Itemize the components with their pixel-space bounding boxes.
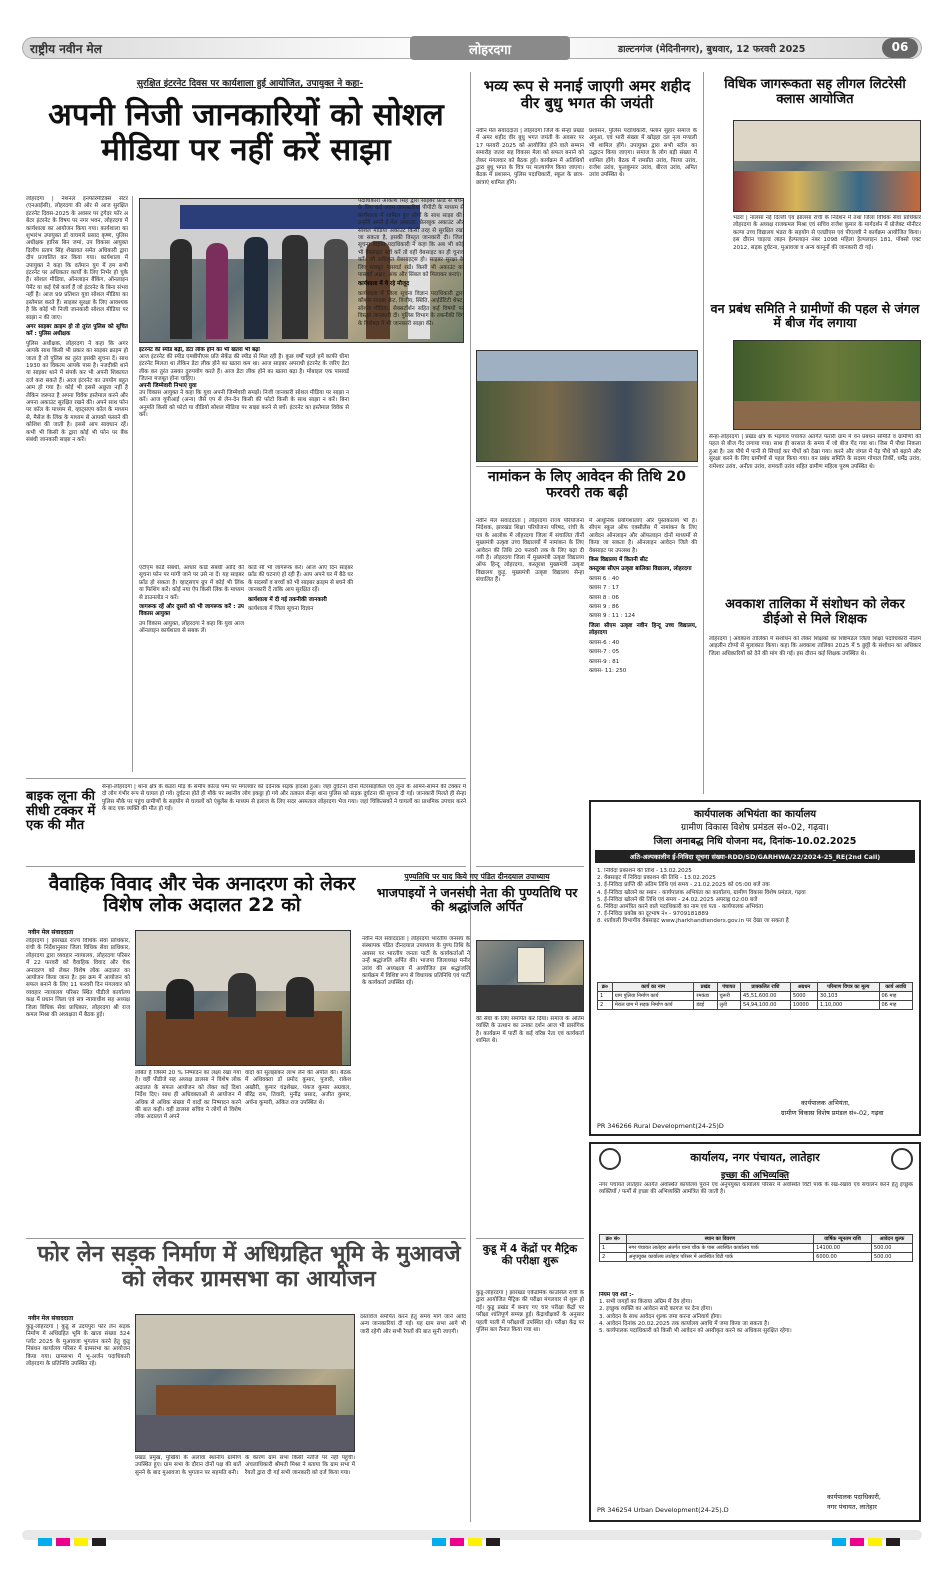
tender-signoff-2: ग्रामीण विकास विशेष प्रमंडल सं०-02, गढ़वा [781,1109,884,1117]
tender-td: मेराल ग्राम में सड़क निर्माण कार्य [612,1001,693,1010]
nagar-rule: 4. आवेदन दिनांक 20.02.2025 तक कार्यालय अवधि में जमा किया जा सकता है। [599,1320,770,1327]
deo-headline: अवकाश तालिका में संशोधन को लेकर डीईओ से मिले शिक्षक [725,597,905,627]
nagar-signoff-2: नगर पंचायत, लातेहार [827,1503,877,1511]
seat-line: क्लास 9 : 11 : 124 [589,613,636,620]
divider [476,866,584,867]
court-table [146,1011,342,1066]
divider [132,196,133,772]
tender-notice: अति-अल्पकालीन ई-निविदा सूचना संख्या-RDD/SD/GARHWA/22/2024-25_RE(2nd Call) [595,850,915,863]
color-swatch [868,1538,882,1546]
tender-td: 06 माह [879,1001,913,1010]
tender-th: प्राक्कलित राशि [740,983,790,992]
fourlane-text-3: के कारण ग्राम सभा किसी नतीजे पर नहीं पहुंची। अंचलाधिकारी श्रीमती मिश्रा ने बताया कि ग्राम सभा में रैयतों द्वारा दी गई सभी जानकारी को दर्ज किया गया। [245,1455,355,1476]
tender-th: अग्रधन [790,983,817,992]
matric-text: कुडू-लोहरदगा | झारखंड एकेडमिक काउंसिल रांची के द्वारा आयोजित मैट्रिक की परीक्षा मंगलवार से शुरू हो गई। कुडू प्रखंड में बनाए गए चार परीक्षा केंद्रों पर परीक्षा शांतिपूर्ण सम्पन्न हुई। केंद्राधीक्षकों के अनुसार पहली पाली में परीक्षार्थी उपस्थित रहे। परीक्षा केंद्र पर पुलिस बल तैनात किया गया था। [476,1290,584,1334]
admission-col2 [589,518,697,818]
section-name: लोहरदगा [469,43,511,58]
seat-line: क्लास- 11: 250 [589,667,627,674]
nagar-td: 1 [600,1244,627,1253]
tender-td: चुरूरी [717,992,740,1001]
divider [26,866,466,867]
lead-youth-sub: अपनी जिम्मेवारी निभाएं युवा [139,383,197,390]
sky [477,351,698,381]
attendees [477,985,584,1012]
tender-td: 2 [598,1001,613,1010]
fourlane-photo [135,1314,355,1452]
color-swatch [832,1538,846,1546]
court-headline: वैवाहिक विवाद और चेक अनादरण को लेकर विशेष लोक अदालत 22 को [48,873,356,917]
budhu-headline: भव्य रूप से मनाई जाएगी अमर शहीद वीर बुधु भगत की जयंती [483,77,691,112]
crowd [477,381,698,462]
portrait [517,947,545,983]
bjp-text-2: की सेवा के लिए समर्पित कर दिया। समाज के अंतिम व्यक्ति के उत्थान का उनका दर्शन आज भी प्रासंगिक है। कार्यक्रम में पार्टी के कई वरिष्ठ नेता एवं कार्यकर्ता शामिल थे। [476,1016,584,1045]
bjp-kicker: पुण्यतिथि पर याद किये गए पंडित दीनदयाल उपाध्याय [404,872,550,881]
tender-pr: PR 346266 Rural Development(24-25)D [597,1122,724,1130]
tender-th: कार्य अवधि [879,983,913,992]
school-2: जिला सीएम उत्कृष्ट नवीन हिन्दू उच्च विद्यालय, लोहरदगा [589,622,697,637]
nagar-td: नगर पंचायत लातेहार अंतर्गत थाना चौक के पास अवस्थित कार्यालय पार्क [626,1244,814,1253]
tender-td: लुती [717,1001,740,1010]
court-text: लोहरदगा | झारखंड राज्य विधिक सेवा प्राधिकार, रांची के निर्देशानुसार जिला विधिक सेवा प्राधिकार, लोहरदगा द्वारा व्यवहार न्यायालय, लोहरदगा परिसर में 22 फरवरी को वैवाहिक विवाद और चेक अनादरण को लेकर विशेष लोक अदालत का आयोजन किया जाना है। इस क्रम में आयोजन को सफल बनाने के लिए 11 फरवरी दिन मंगलवार को व्यवहार न्यायालय परिसर स्थित पीडीजे कार्यालय कक्ष में प्रधान जिला एवं सत्र न्यायाधीश सह अध्यक्ष जिला विधिक सेवा प्राधिकार, लोहरदगा श्री राज कमल मिश्रा की अध्यक्षता में बैठक हुई। [26,938,130,1019]
hall-table [156,1385,336,1415]
nagar-th: स्थान का विवरण [626,1235,814,1244]
nagar-td: 14100.00 [814,1244,872,1253]
crowd [136,1415,355,1452]
fourlane-text-2: प्रखंड प्रमुख, मुखिया के अलावा स्थानीय ग्रामीण उपस्थित हुए। ग्राम सभा के दौरान दोनों पक्ष की बातें सुनने के बाद मुआवजा के भुगतान पर सहमति बनी। [135,1455,241,1476]
color-registration-center [430,1531,502,1550]
color-registration-right [830,1531,902,1550]
tender-line: 6. निविदा आमंत्रित करने वाले पदाधिकारी का नाम एवं पता - कार्यपालक अभियंता [597,904,763,911]
color-swatch [850,1538,864,1546]
table-row [600,1244,913,1253]
lead-col4b-text: उप विकास आयुक्त, लोहरदगा ने कहा कि युवा आज ऑनलाइन कार्यशाला से सबक लें। [139,620,244,635]
nagar-td: 500.00 [871,1253,912,1262]
seat-line: क्लास 7 : 17 [589,585,619,592]
tender-th: प्रखंड [694,983,717,992]
table-row [598,992,913,1001]
seat-line: क्लास 6 : 40 [589,575,619,582]
lead-col1b-text: पुलिस अधीक्षक, लोहरदगा ने कहा कि अगर आपके साथ किसी भी प्रकार का साइबर क्राइम हो जाता है तो पुलिस का तुरंत इसकी सूचना दें। साथ 1930 का विकल्प आपके पास है। नजदीकी थाने या साइबर थाने में संपर्क कर भी अपनी शिकायत दर्ज करा सकते हैं। आज इंटरनेट का उपयोग बहुत आम हो गया है। कोई भी इससे अछूता नहीं है लेकिन जरूरत है अपना विवेक इस्तेमाल करने और अपना अकाउंट सुरक्षित रखने की। अपने साथ फोन पर कॉल के माध्यम से, व्हाट्सएप कॉल के माध्यम से, मैसेज के लिंक के माध्यम से आपको फंसाने की कोशिश की जाती है। इससे आप सावधान रहें। कभी भी किसी के द्वारा कोई भी फोन पर बैंक संबंधी जानकारी साझा न करें। [26,340,128,443]
divider [703,72,704,794]
admission-text: नवीन मेल संवाददाता | लोहरदगा राज्य परियोजना निदेशक, झारखंड शिक्षा परियोजना परिषद, रांची के पत्र के आलोक में लोहरदगा जिला में संचालित तीनों मुख्यमंत्री उत्कृष्ट उच्च विद्यालयों में नामांकन के लिए आवेदन की तिथि 20 फरवरी तक के लिए बढ़ा दी गयी है। लोहरदगा जिला में मुख्यमंत्री उत्कृष्ट विद्यालय ऑफ हिन्दू लोहरदगा, कस्तूरबा मुख्यमंत्री उत्कृष्ट विद्यालय कुड़ु, मुख्यमंत्री उत्कृष्ट विद्यालय सेन्हा संचालित हैं। [476,518,584,584]
color-swatch [432,1538,446,1546]
color-swatch [38,1538,52,1546]
seat-line: क्लास 9 : 86 [589,604,619,611]
tender-line: 1. निविदा प्रकाशन की तिथि - 13.02.2025 [597,868,692,874]
tender-line: 3. ई-निविदा प्राप्ति की अंतिम तिथि एवं समय - 21.02.2025 को 05:00 बजे तक [597,882,770,889]
tender-td: रमकंडा [694,992,717,1001]
tender-address: जिला अनाबद्ध निधि योजना मद, दिनांक-10.02.2025 [653,836,857,847]
lead-col5 [248,565,353,755]
tender-td: 30,103 [818,992,879,1001]
color-registration-left [36,1531,108,1550]
fourlane-headline: फोर लेन सड़क निर्माण में अधिग्रहित भूमि के मुआवजे को लेकर ग्रामसभा का आयोजन [37,1242,461,1292]
nagar-rules-title: नियम एवं शर्तें :- [599,1292,634,1298]
matric-headline: कुडू में 4 केंद्रों पर मैट्रिक की परीक्षा शुरू [482,1243,578,1267]
court-text-3: वादों को सुलझाकर लाभ लेने की अपील की। बैठक में अधिवक्ता डॉ प्रमोद कुमार, पुजारी, राकेश अखौरी, कुमार चंद्रशेखर, पंकज कुमार अग्रवाल, बीरेंद्र राम, तिवारी, मुनींद्र प्रसाद, अजीत कुमार, अर्चना कुमारी, अंकित राज उपस्थित थे। [245,1070,351,1106]
lead-col1 [26,196,128,771]
color-swatch [450,1538,464,1546]
tender-td: 45,51,600.00 [740,992,790,1001]
lead-col1-sub: अगर साइबर क्राइम हो तो तुरंत पुलिस को सूचित करें : पुलिस अधीक्षक [26,323,128,338]
lead-col5b-text: कार्यशाला में जिला सूचना विज्ञान [248,606,314,613]
color-swatch [56,1538,70,1546]
tender-ad [589,800,921,1136]
person-1 [170,239,192,339]
color-swatch [486,1538,500,1546]
tender-td: 06 माह [879,992,913,1001]
lead-col1-text: लोहरदगा | नेशनल इनफॉरमेटिक्स सेंटर (एनआईसी), लोहरदगा की ओर से आज सुरक्षित इंटरनेट दिवस-2025 के अवसर पर ट्रगेदर फॉर अ बेटर इंटरनेट के विषय पर नगर भवन, लोहरदगा में कार्यशाला का आयोजन किया गया। कार्यशाला का शुभारंभ उपायुक्त डॉ वाघमारे प्रसाद कृष्ण, पुलिस अधीक्षक हारिस बिन जमां, उप विकास आयुक्त दिलीप प्रताप सिंह शेखावत समेत अधिकारी द्वारा दीप प्रज्वलित कर किया गया। कार्यशाला में उपायुक्त ने कहा कि वर्तमान युग में हम सभी इंटरनेट पर अधिकतर कार्यों के लिए निर्भर हो चुके हैं। सोशल मीडिया, ऑनलाइन बैंकिंग, ऑनलाइन पेमेंट या कई ऐसे कार्य हैं जो इंटरनेट के बिना संभव नहीं है। आज 99 प्रतिशत युवा सोशल मीडिया का इस्तेमाल करते हैं। साइबर सुरक्षा के लिए आवश्यक है कि कोई भी निजी जानकारी सोशल मीडिया पर साझा न की जाए। [26,196,128,321]
table-row [598,1001,913,1010]
fourlane-text-4: दस्तावेज समर्पित करने हेतु समय मांगे जाने आदि अन्य जानकारियां दी गई। यह ग्राम सभा आगे भी जारी रहेगी और सभी रैयतों की बात सुनी जाएगी। [360,1314,466,1335]
bjp-text: नवीन मेल संवाददाता | लोहरदगा भारतीय जनसंघ के संस्थापक पंडित दीनदयाल उपाध्याय के पुण्य तिथि के अवसर पर भारतीय जनता पार्टी के कार्यकर्ताओं ने उन्हें श्रद्धांजलि अर्पित की। भाजपा जिलाध्यक्ष मनीर उरांव की अध्यक्षता में आयोजित इस श्रद्धांजलि कार्यक्रम में विशिष्ट रूप से विधायक प्रतिनिधि एवं पार्टी के कार्यकर्ता उपस्थित रहे। [362,936,470,987]
tender-th: कार्य का नाम [612,983,693,992]
lead-headline: अपनी निजी जानकारियों को सोशल मीडिया पर नहीं करें साझा [48,97,444,168]
nagar-rules [599,1292,913,1472]
nagar-title: इच्छा की अभिव्यक्ति [721,1171,789,1181]
tender-td: 1,10,000 [818,1001,879,1010]
dateline: डाल्टनगंज (मेदिनीनगर), बुधवार, 12 फरवरी 2025 [618,44,806,55]
accident-headline: बाइक लूना की सीधी टक्कर में एक की मौत [26,789,96,834]
lead-col4-sub: जागरूक रहें और दूसरों को भी जागरूक करें : उप विकास आयुक्त [139,604,244,618]
accident-text: सेन्हा-लोहरदगा | थाना क्षेत्र के कंडरा मोड़ के समीप कोल्ड पम्प पर मंगलवार को दर्दनाक सड़क हादसा हुआ। जहां दुर्घटना दोनों मेटरसाइकिल एवं लूना के आमने-सामने की टक्कर में दो लोग गंभीर रूप से घायल हो गये। दुर्घटना होते ही मौके पर स्थानीय लोग इकट्ठा हो गये और तत्काल सेन्हा थाना पुलिस को सड़क दुर्घटना की सूचना दी गई। जानकारी मिलते ही सेन्हा पुलिस मौके पर पहुंच ग्रामीणों के सहयोग से घायलों को एंबुलेंस के माध्यम से इलाज के लिए सदर अस्पताल लोहरदगा भेज गया। जहां चिकित्सकों ने घायलों का प्राथमिक उपचार करने के बाद एक व्यक्ति की मौत हो गई। [102,784,466,813]
trees [734,341,921,401]
person-5 [324,239,348,339]
lead-col3 [358,198,464,773]
nagar-office: कार्यालय, नगर पंचायत, लातेहार [690,1151,820,1164]
color-swatch [92,1538,106,1546]
nagar-table-wrap [599,1234,913,1262]
lead-caption-title: इंटरनेट की स्पीड बढ़ी, डेटा लीक होने का भी खतरा भी बढ़ा [139,347,260,353]
nagar-td: 2 [600,1253,627,1262]
divider [476,1238,584,1239]
seat-line: क्लास-6 : 40 [589,639,620,646]
lead-kicker: सुरक्षित इंटरनेट दिवस पर कार्यशाला हुई आयोजित, उपायुक्त ने कहा- [136,79,364,89]
tender-th: परिमाण विपत्र का मूल्य [818,983,879,992]
lead-col4a-text: एटीएम कार्ड संबंधी, आधार कार्ड संबंधी आदि की सूचना फोन पर मांगी जाने पर उसे ना दें। यह साइबर फ्रॉड हो सकता है। व्हाट्सएप ग्रुप में कोई भी लिंक या फिशिंग करें। कोई नया ऐप किसी लिंक के माध्यम से डाउनलोड न करें। [139,565,244,601]
nagar-th: आवेदन शुल्क [871,1235,912,1244]
masthead [22,37,922,59]
lead-photo-caption [139,347,349,557]
lead-caption-text: आज इंटरनेट की स्पीड एमबीपीएस प्रति सेकेंड की स्पीड से मिल रही है। कुछ वर्षों पहले हमें काफी धीमा इंटरनेट मिलता था लेकिन डेटा लीक होने का खतरा कम था। आज साइबर अपराधी इंटरनेट के जरिए डेटा लीक कर तुरंत उसका दुरुपयोग करते हैं। आज डेटा लीक होने का खतरा बढ़ा है। मोबाइल एक पासवर्ड जितना मजबूत होना चाहिए। [139,354,349,382]
color-swatch [886,1538,900,1546]
tender-line: 8. शर्तावली विभागीय वेबसाइट www.jharkhandtenders.gov.in पर देखा जा सकता है [597,918,789,925]
tender-office: कार्यपालक अभियंता का कार्यालय [693,809,817,820]
tender-td: डंडई [694,1001,717,1010]
person-4 [282,235,308,339]
admission-text-2: में आधुनिक प्रयोगशालाएं और पुस्तकालय भी हैं। सीएम स्कूल ऑफ एक्सीलेंस में नामांकन के लिए आवेदन ऑनलाइन और ऑफलाइन दोनों माध्यमों से किया जा सकता है। ऑनलाइन आवेदन जिले की वेबसाइट पर उपलब्ध है। [589,518,697,554]
nagar-rule: 1. सभी जगहों का किराया अग्रिम में देय होगा। [599,1299,693,1306]
lead-col4 [139,565,244,755]
students [734,171,921,212]
legal-headline: विधिक जागरूकता सह लीगल लिटरेसी क्लास आयोजित [724,77,906,107]
tender-th: क्र० [598,983,613,992]
divider [26,778,466,779]
nagar-rule: 5. कार्यपालक पदाधिकारी को किसी भी आवेदन को अस्वीकृत करने का अधिकार सुरक्षित रहेगा। [599,1328,792,1335]
school-1: कस्तूरबा सीएम उत्कृष्ट बालिका विद्यालय, लोहरदगा [589,566,692,573]
ground [734,401,921,430]
nagar-signoff-1: कार्यपालक पदाधिकारी, [827,1493,881,1501]
lead-col3-text: पदाधिकारी आकाश सिंह द्वारा साइबर फ्रॉड से बचने के लिए कई अहम जानकारियां पीपीटी के माध्यम से कार्यशाला में शामिल हुए लोगों के साथ साझा की। उन्होंने अपने ई-मेल अकाउंट, फ्रेसबुक अकाउंट और सोशल मीडिया अकाउंट किसी तरह से सुरक्षित रखा जा सकता है, इसकी विस्तृत जानकारी दी। जिला सूचना विज्ञान पदाधिकारी ने कहा कि अब भी कोई भी वेबसाइट सर्च करें तो वहीं वेबसाइट का ही चुनाव करें। जो अधिकृत वेबसाइट्स हो। साइबर सुरक्षा के लिए मजबूत पासवर्ड रखें। किसी भी अकाउंट का पासवर्ड अक्षर, अंक और सिंबल को मिलाकर बनाएं। [358,198,464,279]
page-number-text: 06 [891,40,909,54]
person-3 [244,237,268,339]
tender-line: 2. वेबसाइट में निविदा प्रकाशन की तिथि - 13.02.2025 [597,875,716,882]
nagar-th: वार्षिक न्यूनतम राशि [814,1235,872,1244]
tender-line: 5. ई-निविदा खोलने की तिथि एवं समय - 24.02.2025 अपराह्न 02:00 बजे [597,896,758,903]
forest-photo [733,340,921,430]
lead-col3-sub: कार्यशाला में ये रहे मौजूद [358,281,410,288]
nagar-intro: नगर पंचायत लातेहार अंतर्गत अवस्थित कार्यालय पुराने एवं अनुपयुक्त कार्यालय परिसर में अवस्थित विटी पार्क के रख-रखाव एवं संचालन करने हेतु इच्छुक व्यक्तियों / फर्मों से इच्छा की अभिव्यक्ति आमंत्रित की जाती है। [599,1182,913,1196]
admission-headline: नामांकन के लिए आवेदन की तिथि 20 फरवरी तक बढ़ी [487,469,687,501]
lead-col5a-text: कार्ड सी भी जागरूक करें। आज आए दिन साइबर फ्रॉड की घटनाएं हो रही हैं। आप अपने घर में बैठे घर के सदस्यों व बच्चों को भी साइबर क्राइम से बचने की जानकारी दें ताकि आप सुरक्षित रहें। [248,565,353,594]
person-c [286,977,314,1017]
nagar-th: क्र० सं० [600,1235,627,1244]
deo-text: लोहरदगा | अवकाश तालिका में संशोधन को लेकर शिक्षकों का शिष्टमंडल जिला शिक्षा पदाधिकारी नीलम आइलीन टोप्पो से मुलाकात किया। कहा कि अवकाश तालिका 2025 में 5 छुट्टी के संशोधन का अधिकार जिला अधिकारियों को देने की मांग की गई। इस दौरान कई शिक्षक उपस्थित थे। [709,636,921,657]
divider [26,1238,466,1239]
color-swatch [468,1538,482,1546]
court-photo [135,930,351,1066]
legal-text: भंडरा | नालसा नई दिल्ली एवं झालसा रांची के निर्देशन में तथा जिला विधिक सेवा प्राधिकार लोहरदगा के अध्यक्ष राजकमल मिश्रा एवं सचिव राजेश कुमार के मार्गदर्शन में प्रोजेक्ट मोनीटर कल्पा उच्च विद्यालय भंडरा के सहयोग से एलडीएस एवं पीएलवी ने कार्यक्रम आयोजित किया। इस दौरान चाइल्ड लाइन हेल्पलाइन नंबर 1098 महिला हेल्पलाइन 181, पॉक्सो एक्ट 2012, सड़क दुर्घटना, मुआवजा व अन्य कानूनों की जानकारी दी गई। [733,215,921,251]
tender-td: 1 [598,992,613,1001]
nagar-td: 500.00 [871,1244,912,1253]
person-a [166,979,194,1019]
nagar-td: अनुपयुक्त कार्यालय लातेहार परिसर में अवस्थित विटी पार्क [626,1253,814,1262]
lead-youth-text: उप विकास आयुक्त ने कहा कि युवा अपनी जिम्मेवारी समझें। निजी जानकारी सोशल मीडिया पर साझा न करें। आज यूपीआई (अन्य) जैसे एप से लेन-देन किसी की फोटो किसी के साथ साझा न करें। बिना अनुमति किसी को फोटो या वीडियो सोशल मीडिया पर साझा करने से बचें। इंटरनेट का इस्तेमाल विवेक से करें। [139,390,349,418]
fourlane-text: कुडू-लोहरदगा | कुडू से उदयपुरा फोर लेन सड़क निर्माण में अधिग्रहित भूमि के खाता संख्या 324 प्लॉट 2025 के मुआवजा भुगतान करने हेतु कुडू निबंधन कार्यालय परिसर में ग्रामसभा का आयोजन किया गया। ग्रामसभा में भू-अर्जन पदाधिकारी लोहरदगा के प्रतिनिधि उपस्थित रहे। [26,1324,130,1368]
person-b [228,973,256,1017]
color-swatch [74,1538,88,1546]
tender-table-wrap [597,982,913,1010]
nagar-table [599,1234,913,1262]
tender-dept: ग्रामीण विकास विशेष प्रमंडल सं०-02, गढ़वा। [681,823,829,833]
nagar-td: 6000.00 [814,1253,872,1262]
tender-signoff-1: कार्यपालक अभियंता, [801,1099,850,1107]
nagar-ad [589,1142,921,1522]
budhu-text: नवीन मेल संवाददाता | लोहरदगा जिले के सेन्हा प्रखंड में अमर शहीद वीर बुधु भगत जयंती के अवसर पर 17 फरवरी 2025 को आयोजित होने वाले सम्मान समारोह जतरा सह विकास मेला को सफल बनाने को लेकर मंगलवार को बैठक हुई। कार्यक्रम में अतिथियों द्वारा बुधु भगत के चित्र पर माल्यार्पण किया जाएगा। बैठक में प्रशासन, पुलिस पदाधिकारी, स्कूल के छात्र-छात्राएं शामिल होंगे। [476,128,584,186]
nagar-pr: PR 346254 Urban Development(24-25).D [597,1506,729,1514]
bjp-photo [476,940,584,1012]
budhu-text-2: प्रशासन, पुलिस पदाधिकारी, फ्लान सुहार समाज के अगुआ, एवं भारी संख्या में खोड़हा दल नृत्य मण्डली भी शामिल होंगे। उपायुक्त द्वारा सभी स्टॉल का उद्घाटन किया जाएगा। समाज के लोग बड़ी संख्या में शामिल होंगे। बैठक में रामप्रीत उरांव, पिरया उरांव, राजेश उरांव, फुलकुमार उरांव, बीरज उरांव, अमित उरांव उपस्थित थे। [589,128,697,179]
tender-td: 10000 [790,1001,817,1010]
person-2 [206,243,228,339]
nagar-rule: 2. इच्छुक व्यक्ति का आवेदन सादे कागज पर देना होगा। [599,1306,713,1313]
forest-text: सेन्हा-लोहरदगा | प्रखंड क्षेत्र के भड़गांव पंचायत अंतर्गत फरारी ग्राम में वन प्रबंधन समिति व ग्रामीणों की पहल से बीज गेंद लगाया गया। साथ ही बरसात के समय में जो बीज गेंद गया था। जिस में पौधा निकला हुआ है। उस पौधे में पानी से सिंचाई कर पौधों को देखा गया। करने और जंगल में पेड़ पौधे को बढ़ाने और सुरक्षा करने के लिए ग्रामीणों से पहल किया गया। वन प्रबंध समिति के सदस्य गोपाल तिर्की, धर्मेंद्र उरांव, रामेश्वर उरांव, अनीता उरांव, रामवती उरांव सहित ग्रामीण महिला पुरुष उपस्थित थे। [709,434,921,470]
legal-photo [733,120,921,212]
board [734,121,921,161]
court-text-2: लंबित हैं जिसमें 20 % निष्पादन का लक्ष्य रखा गया है। वहीं पीडीजे सह अध्यक्ष डालसा ने विशेष लोक अदालत के सफल आयोजन को लेकर कई दिशा निर्देश दिए। साथ ही अधिवक्ताओं से आयोजन में अधिक से अधिक संख्या में वादों का निष्पादन करने की बात कही। वहीं डालसा सचिव ने लोगों से विशेष लोक अदालत में अपने [135,1070,241,1121]
fourlane-byline: नवीन मेल संवाददाता [28,1315,74,1322]
hall-wall [136,1315,355,1369]
tender-td: 54,94,100.00 [740,1001,790,1010]
tender-th: पंचायत [717,983,740,992]
tender-lines [597,868,915,978]
bjp-headline: भाजपाइयों ने जनसंघी नेता की पुण्यतिथि पर की श्रद्धांजलि अर्पित [376,885,578,914]
tender-line: 7. ई-निविदा प्रकोष्ठ का दूरभाष नं० - 9709181889 [597,911,709,918]
lead-col5-sub: कार्यशाला में दी गई तकनीकी जानकारी [248,596,327,603]
lead-col3b-text: कार्यशाला में जिला सूचना विज्ञान पदाधिकारी द्वारा कौशल साइबर क्रेट, वित्तीय, स्थिति, आईडेंटिटी थेफ्ट, सोशल मीडिया, सेक्सटॉर्शन सहित कई विषयों पर विस्तृत जानकारी दी। पुलिस विभाग के तकनीकी विंग के विशेषज्ञ ने भी जानकारी साझा की। [358,290,464,327]
table-row [600,1253,913,1262]
seat-line: क्लास 8 : 06 [589,594,619,601]
divider [470,72,471,1522]
seats-title: किस विद्यालय में कितनी सीट [589,557,648,564]
tender-table [597,982,913,1010]
seat-line: क्लास-7 : 05 [589,649,620,656]
forest-headline: वन प्रबंध समिति ने ग्रामीणों की पहल से जंगल में बीज गेंद लगाया [710,301,920,330]
paper-name: राष्ट्रीय नवीन मेल [30,42,102,56]
tender-line: 4. ई-निविदा खोलने का स्थान - कार्यपालक अभियंता का कार्यालय, ग्रामीण विकास विशेष प्रमंडल, गढ़वा [597,889,806,896]
court-byline: नवीन मेल संवाददाता [28,929,74,936]
nagar-rule: 3. आवेदन के साथ आवेदन शुल्क जमा करना अनिवार्य होगा। [599,1313,722,1320]
tender-td: 5000 [790,992,817,1001]
tender-td: ग्राम पुलिया निर्माण कार्य [612,992,693,1001]
divider [476,466,698,467]
seat-line: क्लास-9 : 81 [589,658,620,665]
budhu-photo [476,350,698,462]
